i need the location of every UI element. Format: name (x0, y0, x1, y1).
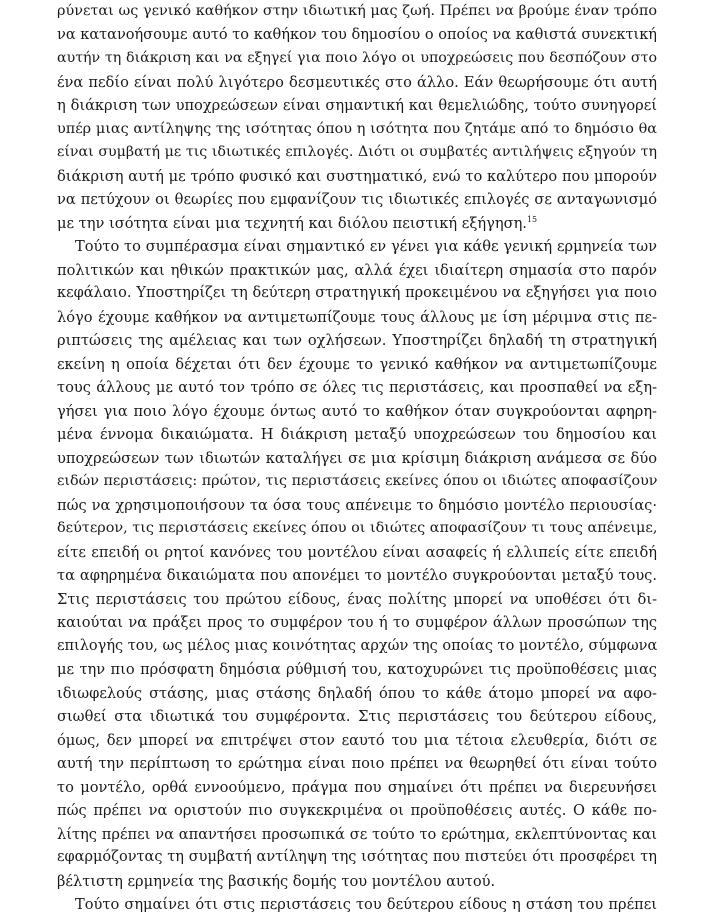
text-line: πώς πρέπει να οριστούν πιο συγκεκριμένα οι προϋποθέσεις αυτές. Ο κάθε πο- (57, 802, 657, 819)
text-line: δεύτερον, τις περιστάσεις εκείνες όπου οι ιδιώτες αποφασίζουν τι τους απένειμε, (57, 520, 658, 536)
text-line: εφαρμόζοντας τη συμβατή αντίληψη της ισότητας που πιστεύει ότι προσφέρει τη (57, 849, 657, 865)
text-line: ένα πεδίο είναι πολύ λιγότερο δεσμευτικές στο άλλο. Εάν θεωρήσουμε ότι αυτή (57, 73, 657, 91)
text-line: ιδιωφελούς στάσης, μιας στάσης δηλαδή όπου το κάθε άτομο μπορεί να αφο- (57, 684, 657, 702)
text-line: κεφάλαιο. Υποστηρίζει τη δεύτερη στρατηγική προκειμένου να εξηγήσει για ποιο (57, 285, 657, 301)
text-line: αυτήν τη διάκριση και να εξηγεί για ποιο λόγο οι υποχρεώσεις που δεσπόζουν στο (57, 50, 657, 66)
text-line: μένα έννομα δικαιώματα. Η διάκριση μεταξύ υποχρεώσεων του δημοσίου και (57, 426, 657, 443)
text-line: να πετύχουν οι θεωρίες που εμφανίζουν τις ιδιωτικές επιλογές σε ανταγωνισμό (57, 191, 657, 208)
text-line: επιλογής του, ως μέλος μιας κοινότητας αρχών της οποίας το μοντέλο, σύμφωνα (57, 637, 658, 654)
text-line: Τούτο σημαίνει ότι στις περιστάσεις του δεύτερου είδους η στάση του πρέπει (75, 896, 657, 913)
text-line: εκείνη η οποία δέχεται ότι δεν έχουμε το γενικό καθήκον να αντιμετωπίζουμε (57, 355, 657, 373)
text-line-content: με την ισότητα είναι μια τεχνητή και διόλου πειστική εξήγηση. (57, 214, 527, 232)
text-line: Τούτο το συμπέρασμα είναι σημαντικό εν γένει για κάθε γενική ερμηνεία των (75, 238, 657, 255)
text-line: υπέρ μιας αντίληψης της ισότητας όπου η ισότητα που ζητάμε από το δημόσιο θα (57, 120, 657, 137)
text-line: όμως, δεν μπορεί να επιτρέψει στον εαυτό του μια τέτοια ελευθερία, διότι σε (57, 731, 657, 749)
text-line: βέλτιστη ερμηνεία της βασικής δομής του μοντέλου αυτού. (57, 872, 496, 890)
document-page (57, 0, 657, 917)
text-line: σιωθεί στα ιδιωτικά του συμφέροντα. Στις περιστάσεις του δεύτερου είδους, (57, 708, 657, 725)
text-line: η διάκριση των υποχρεώσεων είναι σημαντική και θεμελιώδης, τούτο συνηγορεί (57, 97, 657, 114)
text-line (57, 212, 657, 236)
text-line: τους άλλους με αυτό τον τρόπο σε όλες τις περιστάσεις, και προσπαθεί να εξη- (57, 379, 657, 396)
footnote-marker[interactable]: 15 (526, 214, 538, 224)
text-line: λόγο έχουμε καθήκον να αντιμετωπίζουμε τους άλλους με ίση μέριμνα στις πε- (57, 308, 657, 326)
text-line: Στις περιστάσεις του πρώτου είδους, ένας πολίτης μπορεί να υποθέσει ότι δι- (57, 590, 657, 608)
text-line: διάκριση αυτή με τρόπο φυσικό και συστηματικό, ενώ το καλύτερο που μπορούν (57, 167, 657, 185)
text-line: ρύνεται ως γενικό καθήκον στην ιδιωτική μας ζωή. Πρέπει να βρούμε έναν τρόπο (57, 3, 657, 19)
paragraph-2 (57, 235, 657, 893)
text-line: πολιτικών και ηθικών πρακτικών μας, αλλά έχει ιδιαίτερη σημασία στο παρόν (57, 261, 657, 279)
text-line: αυτή την περίπτωση το ερώτημα είναι ποιο πρέπει να θεωρηθεί ότι είναι τούτο (57, 755, 657, 772)
text-line: με την πιο πρόσφατη δημόσια ρύθμισή του, κατοχυρώνει τις προϋποθέσεις μιας (57, 661, 657, 678)
text-line: είναι συμβατή με τις ιδιωτικές επιλογές. Διότι οι συμβατές αντιλήψεις εξηγούν τη (57, 144, 657, 160)
text-line: το μοντέλο, ορθά εννοούμενο, πράγμα που σημαίνει ότι πρέπει να διερευνήσει (57, 778, 657, 796)
text-line: καιούται να πράξει προς το συμφέρον του ή το συμφέρον άλλων προσώπων της (57, 614, 657, 631)
paragraph-1 (57, 0, 657, 235)
text-line: τα αφηρημένα δικαιώματα που απονέμει το μοντέλο συγκρούονται μεταξύ τους. (57, 567, 657, 584)
text-line: είτε επειδή οι ρητοί κανόνες του μοντέλου είναι ασαφείς ή ελλιπείς είτε επειδή (57, 543, 657, 561)
text-line: γήσει για ποιο λόγο έχουμε όντως αυτό το καθήκον όταν συγκρούονται αφηρη- (57, 402, 657, 420)
text-line: να κατανοήσουμε αυτό το καθήκον του δημοσίου ο οποίος να καθιστά συνεκτική (57, 26, 657, 43)
text-line: λίτης πρέπει να απαντήσει προσωπικά σε τούτο το ερώτημα, εκλεπτύνοντας και (57, 825, 657, 843)
text-line: υποχρεώσεων των ιδιωτών καταλήγει σε μια κρίσιμη διάκριση ανάμεσα σε δύο (57, 449, 657, 467)
text-line: πώς να χρησιμοποιήσουν τα όσα τους απένειμε το δημόσιο μοντέλο περιουσίας· (57, 496, 657, 514)
text-line: ριπτώσεις της αμέλειας και των οχλήσεων. Υποστηρίζει δηλαδή τη στρατηγική (57, 332, 657, 349)
paragraph-3 (57, 893, 657, 917)
text-line: ειδών περιστάσεις: πρώτον, τις περιστάσεις εκείνες όπου οι ιδιώτες αποφασίζουν (57, 473, 658, 489)
